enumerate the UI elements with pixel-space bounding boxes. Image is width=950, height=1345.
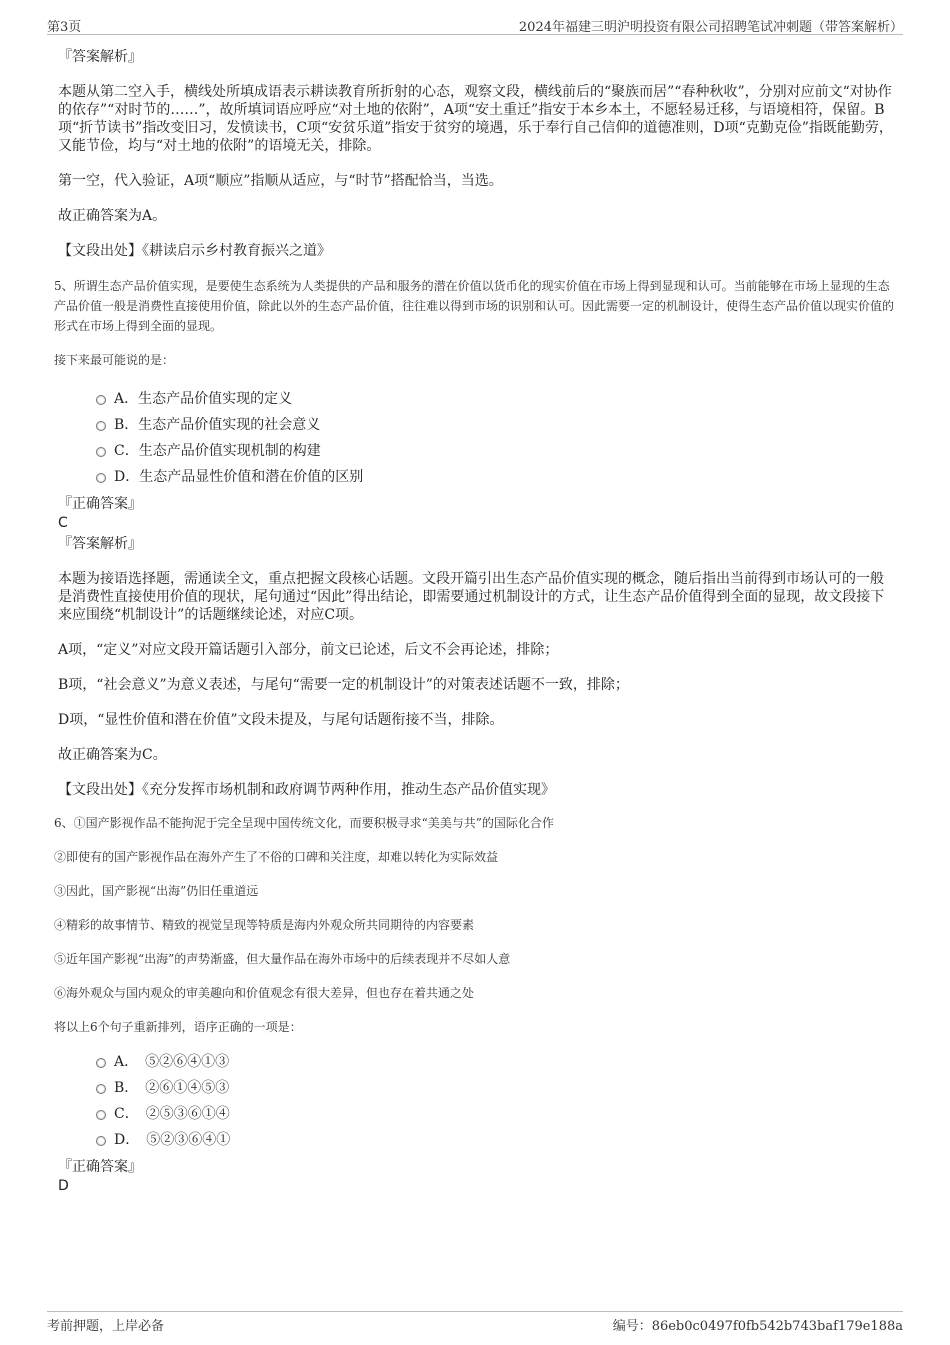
radio-icon[interactable] — [96, 1136, 106, 1146]
analysis-paragraph-q5-4: D项，“显性价值和潜在价值”文段未提及，与尾句话题衔接不当，排除。 — [58, 712, 504, 728]
question-6-sentence-5: ⑤近年国产影视“出海”的声势渐盛，但大量作品在海外市场中的后续表现并不尽如人意 — [54, 952, 511, 966]
option-label: C． ②⑤③⑥①④ — [114, 1106, 230, 1122]
radio-icon[interactable] — [96, 1058, 106, 1068]
radio-icon[interactable] — [96, 395, 106, 405]
option-label: A．生态产品价值实现的定义 — [114, 391, 293, 407]
question-5-option-c[interactable] — [54, 438, 896, 464]
question-6-sentence-1: 6、①国产影视作品不能拘泥于完全呈现中国传统文化，而要积极寻求“美美与共”的国际化合作 — [54, 816, 554, 830]
source-q5: 【文段出处】《充分发挥市场机制和政府调节两种作用，推动生态产品价值实现》 — [58, 782, 555, 798]
analysis-paragraph-q4-1: 本题从第二空入手，横线处所填成语表示耕读教育所折射的心态，观察文段，横线前后的“聚族而居”“春种秋收”，分别对应前文“对协作的依存”“对时节的……”，故所填词语应呼应“对土地的依附”，A项“安土重迁”指安于本乡本土，不愿轻易迁移，与语境相符，保留。B项“折节读书”指改变旧习，发愤读书，C项“安贫乐道”指安于贫穷的境遇，乐于奉行自己信仰的道德准则，D项“克勤克俭”指既能勤劳，又能节俭，均与“对土地的依附”的语境无关，排除。 — [58, 84, 893, 154]
radio-icon[interactable] — [96, 421, 106, 431]
analysis-paragraph-q5-1: 本题为接语选择题，需通读全文，重点把握文段核心话题。文段开篇引出生态产品价值实现的概念，随后指出当前得到市场认可的一般是消费性直接使用价值的现状，尾句通过“因此”得出结论，即需要通过机制设计的方式，让生态产品价值得到全面的显现，故文段接下来应围绕“机制设计”的话题继续论述，对应C项。 — [58, 571, 885, 623]
answer-q6: D — [58, 1178, 69, 1194]
question-5-prompt: 接下来最可能说的是： — [54, 353, 175, 367]
document-code: 编号：86eb0c0497f0fb542b743baf179e188a — [612, 1319, 903, 1334]
document-title: 2024年福建三明沪明投资有限公司招聘笔试冲刺题（带答案解析） — [518, 20, 903, 35]
analysis-paragraph-q5-3: B项，“社会意义”为意义表述，与尾句“需要一定的机制设计”的对策表述话题不一致，排除； — [58, 677, 629, 693]
page-content — [54, 44, 896, 1195]
radio-icon[interactable] — [96, 447, 106, 457]
question-5-option-b[interactable] — [54, 412, 896, 438]
page-number: 第3页 — [47, 20, 82, 35]
radio-icon[interactable] — [96, 1084, 106, 1094]
question-6-sentence-6: ⑥海外观众与国内观众的审美趣向和价值观念有很大差异，但也存在着共通之处 — [54, 986, 475, 1000]
question-6-option-c[interactable] — [54, 1101, 896, 1127]
analysis-paragraph-q5-2: A项，“定义”对应文段开篇话题引入部分，前文已论述，后文不会再论述，排除； — [58, 642, 559, 658]
question-6-sentence-4: ④精彩的故事情节、精致的视觉呈现等特质是海内外观众所共同期待的内容要素 — [54, 918, 475, 932]
question-6-sentence-3: ③因此，国产影视“出海”仍旧任重道远 — [54, 884, 259, 898]
radio-icon[interactable] — [96, 1110, 106, 1120]
analysis-label-q4: 『答案解析』 — [58, 49, 142, 65]
source-q4: 【文段出处】《耕读启示乡村教育振兴之道》 — [58, 243, 331, 259]
option-label: B． ②⑥①④⑤③ — [114, 1080, 230, 1096]
answer-label-q6: 『正确答案』 — [58, 1159, 142, 1175]
footer-slogan: 考前押题，上岸必备 — [47, 1319, 165, 1334]
option-label: A． ⑤②⑥④①③ — [114, 1054, 230, 1070]
analysis-label-q5: 『答案解析』 — [58, 536, 142, 552]
question-6-sentence-2: ②即使有的国产影视作品在海外产生了不俗的口碑和关注度，却难以转化为实际效益 — [54, 850, 499, 864]
radio-icon[interactable] — [96, 473, 106, 483]
analysis-paragraph-q5-5: 故正确答案为C。 — [58, 747, 167, 763]
page-header — [47, 14, 903, 35]
question-5-stem: 5、所谓生态产品价值实现，是要使生态系统为人类提供的产品和服务的潜在价值以货币化的现实价值在市场上得到显现和认可。当前能够在市场上显现的生态产品价值一般是消费性直接使用价值，除此以外的生态产品价值，往往难以得到市场的识别和认可。因此需要一定的机制设计，使得生态产品价值以现实价值的形式在市场上得到全面的显现。 — [54, 279, 895, 333]
question-6-options — [54, 1049, 896, 1153]
question-6-option-a[interactable] — [54, 1049, 896, 1075]
answer-q5: C — [58, 515, 68, 531]
option-label: C．生态产品价值实现机制的构建 — [114, 443, 321, 459]
option-label: D． ⑤②③⑥④① — [114, 1132, 231, 1148]
question-5-option-a[interactable] — [54, 386, 896, 412]
analysis-paragraph-q4-3: 故正确答案为A。 — [58, 208, 167, 224]
answer-label-q5: 『正确答案』 — [58, 496, 142, 512]
question-6-option-d[interactable] — [54, 1127, 896, 1153]
page-footer — [47, 1311, 903, 1332]
question-6-prompt: 将以上6个句子重新排列，语序正确的一项是： — [54, 1020, 302, 1034]
option-label: D．生态产品显性价值和潜在价值的区别 — [114, 469, 364, 485]
question-5-options — [54, 386, 896, 490]
option-label: B．生态产品价值实现的社会意义 — [114, 417, 321, 433]
analysis-paragraph-q4-2: 第一空，代入验证，A项“顺应”指顺从适应，与“时节”搭配恰当，当选。 — [58, 173, 503, 189]
question-6-option-b[interactable] — [54, 1075, 896, 1101]
question-5-option-d[interactable] — [54, 464, 896, 490]
